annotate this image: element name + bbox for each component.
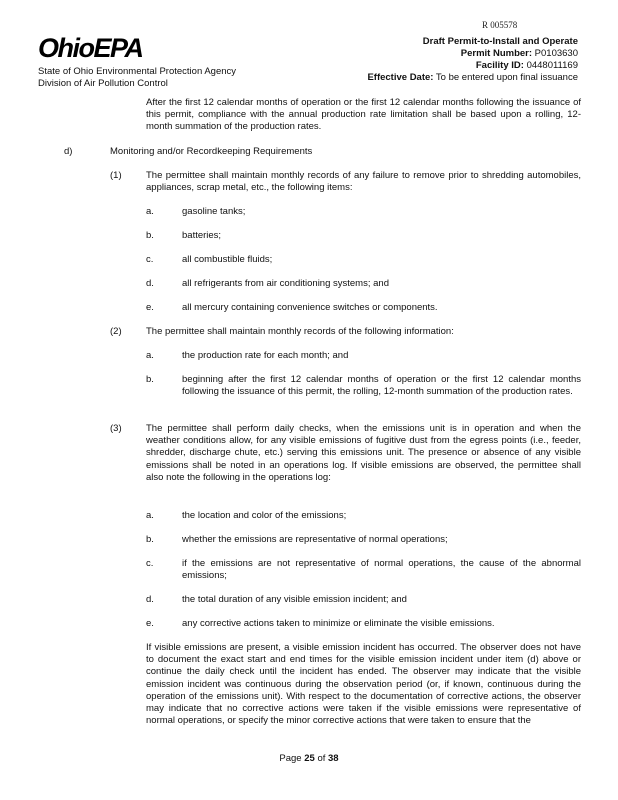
p1-number: (1) [110,170,122,181]
p3-item-text: the total duration of any visible emission incident; and [182,594,407,605]
permit-number: P0103630 [534,48,578,59]
facility-id: 0448011169 [526,60,578,71]
page-footer [0,753,618,764]
p1-item-text: all refrigerants from air conditioning systems; and [182,278,389,289]
p2-item-label: a. [146,350,154,361]
p1-item-label: e. [146,302,154,313]
p3-item-text: whether the emissions are representative of normal operations; [182,534,448,545]
page-of: of [314,753,329,764]
p2-text: The permittee shall maintain monthly records of the following information: [146,326,454,337]
p3-item-label: d. [146,594,154,605]
p3-item-label: a. [146,510,154,521]
section-number: d) [64,146,73,157]
p3-item-label: b. [146,534,154,545]
p1-item-label: b. [146,230,154,241]
facility-id-label: Facility ID: [475,60,524,71]
effective-date-label: Effective Date: [367,72,434,83]
p2-item-text: the production rate for each month; and [182,350,349,361]
p1-item-text: batteries; [182,230,222,241]
p3-item-label: e. [146,618,154,629]
division-name: Division of Air Pollution Control [38,78,168,89]
p2-item-label: b. [146,374,154,385]
p1-item-label: d. [146,278,154,289]
p1-item-label: c. [146,254,154,265]
p3-item-label: c. [146,558,154,569]
p3-item-text: if the emissions are not representative of normal operations, the cause of the abnormal emissions; [182,558,581,582]
permit-title: Draft Permit-to-Install and Operate [422,36,578,47]
agency-name: State of Ohio Environmental Protection Agency [38,66,237,77]
p3-closing-paragraph: If visible emissions are present, a visible emission incident has occurred. The observer does not have to document the exact start and end times for the visible emission incident under item (d) above or continue the daily check until the incident has ended. The observer may indicate that the visible emission incident was continuous during the observation period (or, if known, continuous during the operation of the emissions unit). With respect to the documentation of corrective actions, the observer may indicate that no corrective actions were taken if the visible emissions were representative of normal operations, or specify the minor corrective actions that were taken to ensure that the [146,642,581,727]
p1-text: The permittee shall maintain monthly records of any failure to remove prior to shredding automobiles, appliances, scrap metal, etc., the following items: [146,170,581,194]
intro-paragraph: After the first 12 calendar months of operation or the first 12 calendar months following the issuance of this permit, compliance with the annual production rate limitation shall be based upon a rolling, 12-month summation of the production rates. [146,97,581,133]
page-total: 38 [328,753,339,764]
p2-item-text: beginning after the first 12 calendar months of operation or the first 12 calendar months following the issuance of this permit, the rolling, 12-month summation of the production rates. [182,374,581,398]
p1-item-text: all combustible fluids; [182,254,273,265]
p1-item-text: gasoline tanks; [182,206,246,217]
permit-header [367,36,578,84]
effective-date: To be entered upon final issuance [435,72,578,83]
ohio-epa-logo: OhioEPA [38,33,143,63]
p3-text: The permittee shall perform daily checks, when the emissions unit is in operation and when the weather conditions allow, for any visible emissions of fugitive dust from the egress points (i.e., feeder, shredder, discharge chute, etc.) serving this emissions unit. The presence or absence of any visible emissions shall be noted in an operations log. If visible emissions are observed, the permittee shall also note the following in the operations log: [146,423,581,483]
p3-item-text: the location and color of the emissions; [182,510,347,521]
p1-item-label: a. [146,206,154,217]
page-number: 25 [304,753,315,764]
agency-block [38,66,236,90]
p1-item-text: all mercury containing convenience switches or components. [182,302,438,313]
p2-number: (2) [110,326,122,337]
p3-number: (3) [110,423,122,434]
p3-item-text: any corrective actions taken to minimize or eliminate the visible emissions. [182,618,495,629]
bates-stamp: R 005578 [482,20,518,30]
page-prefix: Page [279,753,305,764]
permit-number-label: Permit Number: [460,48,533,59]
section-title: Monitoring and/or Recordkeeping Requirements [110,146,313,157]
